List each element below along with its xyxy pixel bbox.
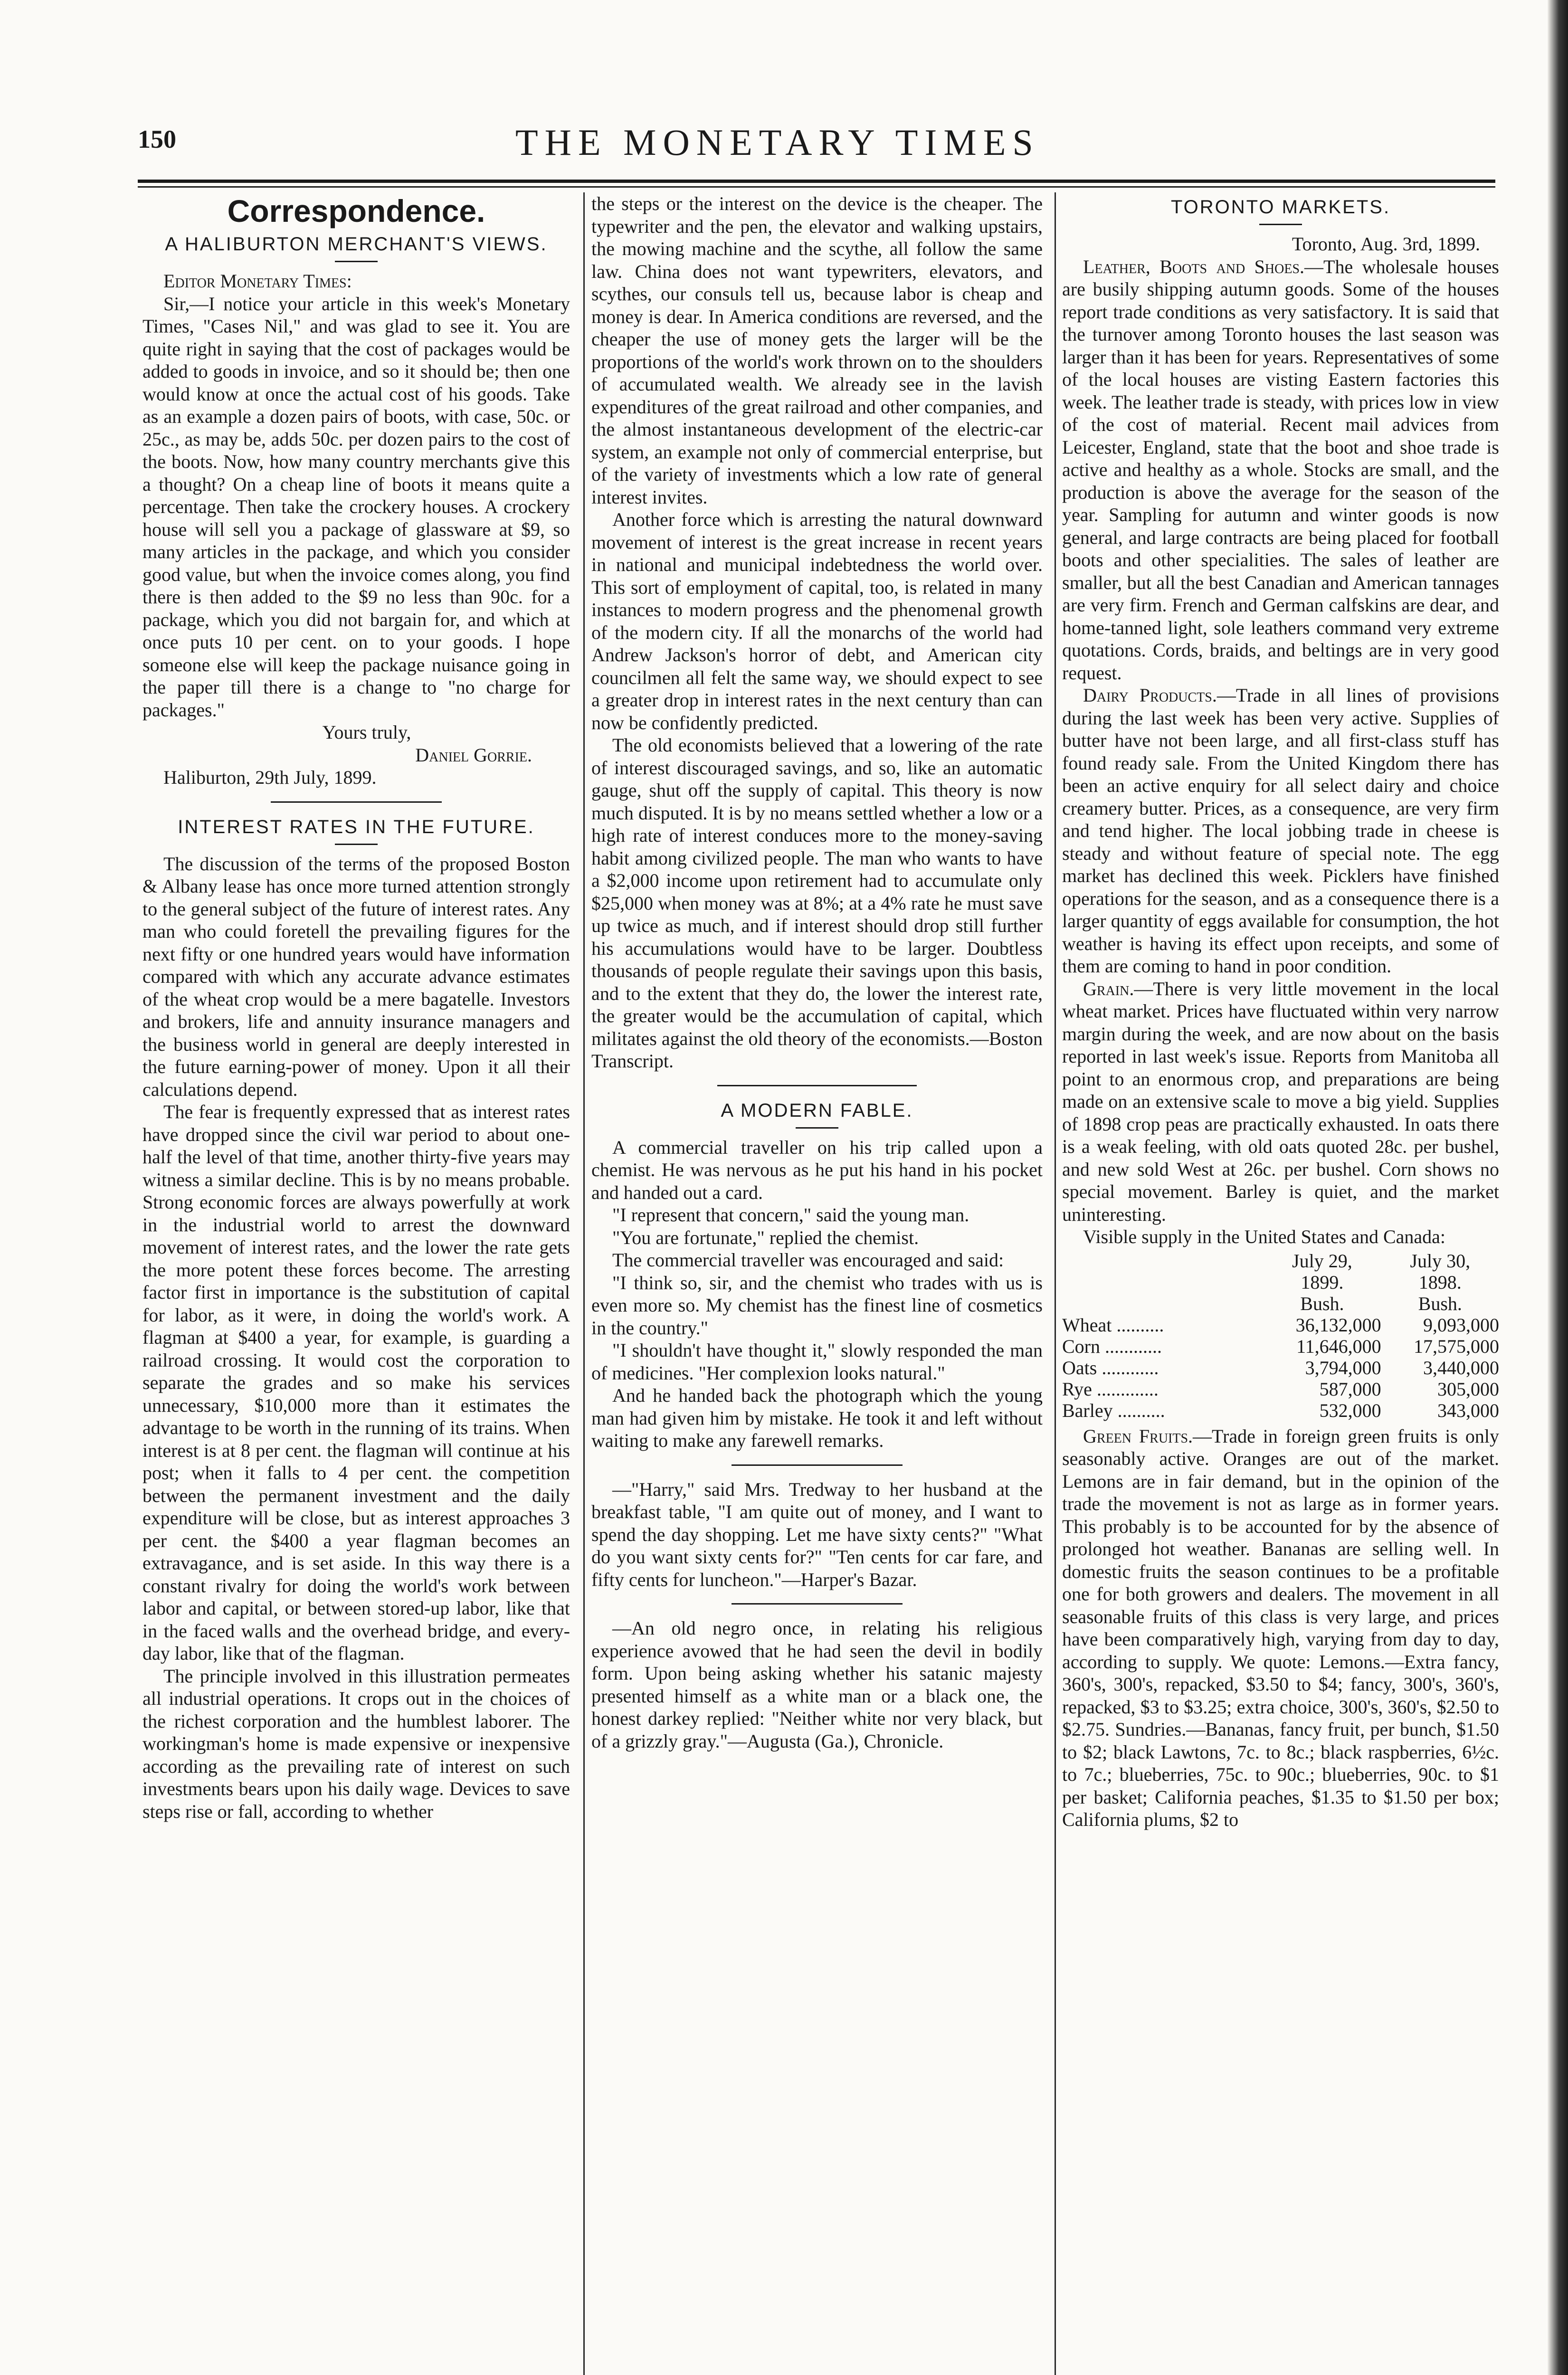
article-paragraph: The old economists believed that a lowering of the rate of interest discouraged savings, and so, like an automatic gauge, shut off the supply of capital. This theory is now much disputed. It is by no means settled whether a low or a high rate of interest conduces more to the money-saving habit among civilized people. The man who wants to have a $2,000 income upon retirement had to accumulate only $25,000 when money was at 8%; at a 4% rate he must save up twice as much, and if interest should drop still further his accumulations would have to be larger. Doubtless thousands of people regulate their savings upon this basis, and to the extent that they do, the lower the interest rate, the greater would be the accumulation of capital, which militates against the old theory of the economists.—Boston Transcript. (591, 734, 1043, 1072)
value-cell: 3,440,000 (1423, 1357, 1499, 1378)
header-rule-thin (138, 186, 1495, 188)
column-1 (143, 192, 570, 2375)
table-corner (1062, 1250, 1263, 1272)
leader-dots: ............ (1102, 1357, 1159, 1378)
supply-table (1062, 1250, 1499, 1421)
value-cell: 587,000 (1319, 1378, 1381, 1400)
grain-cell (1062, 1357, 1263, 1378)
grain-name: Oats (1062, 1357, 1097, 1378)
value-cell: 11,646,000 (1296, 1335, 1381, 1357)
article-paragraph: The fear is frequently expressed that as interest rates have dropped since the civil war period to about one-half the level of that time, another thirty-five years may witness a similar decline. This is by no means probable. Strong economic forces are always powerfully at work in the industrial world to arrest the downward movement of interest rates, and the lower the rate gets the more potent these forces become. The arresting factor first in importance is the substitution of capital for labor, as it were, in doing the world's work. A flagman at $400 a year, for example, is guarding a railroad crossing. It would cost the corporation to separate the grades and so make his services unnecessary, $10,000 more than it estimates the advantage to be worth in the running of its trains. When interest is at 8 per cent. the flagman will continue at his post; when it falls to 4 per cent. the competition between the permanent investment and the daily expenditure will be close, but as interest approaches 3 per cent. the $400 a year flagman becomes an extravagance, and is set aside. In this way there is a constant rivalry for doing the world's work between labor and capital, or between stored-up labor, like that in the faced walls and the overhead bridge, and every-day labor, like that of the flagman. (143, 1101, 570, 1664)
table-header-row (1062, 1293, 1499, 1314)
anecdote-paragraph: —"Harry," said Mrs. Tredway to her husband at the breakfast table, "I am quite out of money, and I want to spend the day shopping. Let me have sixty cents?" "What do you want sixty cents for?" "Ten cents for car fare, and fifty cents for luncheon."—Harper's Bazar. (591, 1478, 1043, 1590)
letter-place-date: Haliburton, 29th July, 1899. (163, 767, 377, 788)
table-row (1062, 1378, 1499, 1400)
letter-closing: Yours truly, (322, 722, 411, 743)
column-rule-2 (1055, 192, 1056, 2375)
value-cell: 9,093,000 (1423, 1314, 1499, 1336)
table-row (1062, 1336, 1499, 1357)
supply-intro: Visible supply in the United States and Canada: (1083, 1226, 1446, 1247)
leader-dots: .......... (1116, 1314, 1164, 1336)
title-dash (335, 261, 378, 262)
market-paragraph (1062, 978, 1499, 1226)
title-dash (1259, 224, 1302, 225)
editor-line: Editor Monetary Times: (163, 270, 352, 292)
value-cell: 3,794,000 (1305, 1357, 1381, 1378)
letter-signature: Daniel Gorrie. (415, 744, 532, 766)
page-number: 150 (138, 125, 176, 153)
grain-name: Corn (1062, 1335, 1100, 1357)
section-divider (717, 1085, 917, 1086)
section-heading: Correspondence. (227, 193, 485, 228)
leader-dots: ............ (1105, 1335, 1162, 1357)
article-paragraph: Another force which is arresting the natural downward movement of interest is the great increase in recent years in national and municipal indebtedness the world over. This sort of employment of capital, too, is related in many instances to modern progress and the phenomenal growth of the modern city. If all the monarchs of the world had Andrew Jackson's horror of debt, and American city councilmen all felt the same way, we should expect to see a greater drop in interest rates in the next century than can now be confidently predicted. (591, 509, 1043, 733)
table-row (1062, 1400, 1499, 1421)
column-3 (1062, 192, 1499, 2375)
market-text: —Trade in foreign green fruits is only seasonably active. Oranges are out of the market. Lemons are in fair demand, but in the opinion of the trade the movement is not as large as in former years. This probably is to be accounted for by the absence of prolonged hot weather. Bananas are selling well. In domestic fruits the season continues to be a profitable one for both growers and dealers. The movement in all seasonable fruits of this class is very large, and prices have been comparatively high, varying from day to day, according to supply. We quote: Lemons.—Extra fancy, 360's, 300's, repacked, $3.50 to $4; fancy, 300's, 360's, repacked, $3 to $3.25; extra choice, 300's, 360's, $2.50 to $2.75. Sundries.—Bananas, fancy fruit, per bunch, $1.50 to $2; black Lawtons, 7c. to 8c.; black raspberries, 6½c. to 7c.; blueberries, 75c. to 90c.; blueberries, 90c. to $1 per basket; California peaches, $1.35 to $1.50 per box; California plums, $2 to (1062, 1425, 1499, 1830)
market-paragraph (1062, 1425, 1499, 1831)
fable-paragraph: "You are fortunate," replied the chemist. (612, 1226, 919, 1248)
market-paragraph (1062, 256, 1499, 684)
dateline: Toronto, Aug. 3rd, 1899. (1292, 233, 1480, 255)
grain-cell (1062, 1378, 1263, 1400)
table-row (1062, 1357, 1499, 1378)
anecdote-paragraph: —An old negro once, in relating his religious experience avowed that he had seen the devil in bodily form. Upon being asking whether his satanic majesty presented himself as a white man or a black one, the honest darkey replied: "Neither white nor very black, but of a grizzly gray."—Augusta (Ga.), Chronicle. (591, 1617, 1043, 1752)
value-cell: 36,132,000 (1295, 1314, 1381, 1336)
column-rule-1 (583, 192, 585, 2375)
column-header: 1898. (1418, 1271, 1462, 1293)
article-paragraph: The discussion of the terms of the proposed Boston & Albany lease has once more turned attention strongly to the general subject of the future of interest rates. Any man who could foretell the prevailing figures for the next fifty or one hundred years would have information compared with which any accurate advance estimates of the wheat crop would be a mere bagatelle. Investors and brokers, life and annuity insurance managers and the business world in general are deeply interested in the future earning-power of money. Upon it all their calculations depend. (143, 853, 570, 1100)
market-label: Dairy Products. (1083, 684, 1217, 706)
column-header: 1899. (1301, 1271, 1344, 1293)
market-paragraph (1062, 684, 1499, 978)
fable-paragraph: And he handed back the photograph which the young man had given him by mistake. He took it and left without waiting to make any farewell remarks. (591, 1385, 1043, 1451)
grain-cell (1062, 1400, 1263, 1421)
leader-dots: .......... (1117, 1399, 1165, 1421)
section-divider (732, 1603, 903, 1605)
letter-text: Sir,—I notice your article in this week's Monetary Times, "Cases Nil," and was glad to see it. You are quite right in saying that the cost of packages would be added to goods in invoice, and so it should be; then one would know at once the actual cost of his goods. Take as an example a dozen pairs of boots, with case, 50c. or 25c., as may be, adds 50c. per dozen pairs to the cost of the boots. Now, how many country merchants give this a thought? On a cheap line of boots it means quite a percentage. Then take the crockery houses. A crockery house will sell you a package of glassware at $9, so many articles in the package, and which you consider good value, but when the invoice comes along, you find there is then added to the $9 no less than 90c. for a package, which you did not bargain for, and which at once puts 10 per cent. on to your goods. I hope someone else will keep the package nuisance going in the paper till there is a change to "no charge for packages." (143, 293, 570, 721)
market-label: Leather, Boots and Shoes. (1083, 256, 1305, 277)
grain-cell (1062, 1336, 1263, 1357)
market-text: —Trade in all lines of provisions during the last week has been very active. Supplies of butter have not been large, and all first-class stuff has found ready sale. From the United Kingdom there has been an active enquiry for all select dairy and choice creamery butter. Prices, as a consequence, are very firm and tend higher. The local jobbing trade in cheese is steady and without feature of special note. The egg market has declined this week. Picklers have finished operations for the season, and as a consequence there is a larger quantity of eggs available for consumption, the hot weather is having its effect upon receipts, and some of them are coming to hand in poor condition. (1062, 684, 1499, 977)
table-header-row (1062, 1272, 1499, 1293)
value-cell: 305,000 (1437, 1378, 1499, 1400)
market-text: —The wholesale houses are busily shipping autumn goods. Some of the houses report trade conditions as very satisfactory. It is said that the turnover among Toronto houses the last season was larger than it has been for years. Representatives of some of the local houses are visting Eastern factories this week. The leather trade is steady, with prices low in view of the cost of material. Recent mail advices from Leicester, England, state that the boot and shoe trade is active and healthy as a whole. Stocks are small, and the production is above the average for the season of the year. Sampling for autumn and winter goods is now general, and large contracts are being placed for football boots and other specialities. The sales of leather are smaller, but all the best Canadian and American tannages are very firm. French and German calfskins are dear, and home-tanned light, sole leathers command very extreme quotations. Cords, braids, and beltings are in very good request. (1062, 256, 1499, 684)
article-paragraph: The principle involved in this illustration permeates all industrial operations. It crops out in the choices of the richest corporation and the humblest laborer. The workingman's home is made expensive or inexpensive according as the prevailing rate of interest on such investments bears upon his daily wage. Devices to save steps rise or fall, according to whether (143, 1665, 570, 1822)
grain-cell (1062, 1314, 1263, 1336)
fable-paragraph: "I shouldn't have thought it," slowly responded the man of medicines. "Her complexion looks natural." (591, 1340, 1043, 1384)
markets-title: TORONTO MARKETS. (1170, 197, 1391, 218)
value-cell: 343,000 (1437, 1399, 1499, 1421)
market-label: Grain. (1083, 978, 1134, 999)
fable-paragraph: "I represent that concern," said the young man. (612, 1204, 969, 1226)
article-paragraph: the steps or the interest on the device is the cheaper. The typewriter and the pen, the elevator and walking upstairs, the mowing machine and the scythe, all follow the same law. China does not want typewriters, elevators, and scythes, our consuls tell us, because labor is cheap and money is dear. In America conditions are reversed, and the cheaper the use of money gets the larger will be the proportions of the world's work thrown on to the shoulders of accumulated wealth. We already see in the lavish expenditures of the great railroad and other companies, and the almost instantaneous development of the electric-car system, an example not only of commercial enterprise, but of the variety of investments which a low rate of general interest invites. (591, 193, 1043, 508)
grain-name: Wheat (1062, 1314, 1112, 1336)
fable-paragraph: "I think so, sir, and the chemist who trades with us is even more so. My chemist has the finest line of cosmetics in the country." (591, 1272, 1043, 1339)
market-text: —There is very little movement in the local wheat market. Prices have fluctuated within very narrow margin during the week, and are now about on the basis reported in last week's issue. Reports from Manitoba all point to an enormous crop, and preparations are being made on an extensive scale to move a big yield. Supplies of 1898 crop peas are practically exhausted. In oats there is a weak feeling, with old oats quoted 28c. per bushel, and new sold West at 26c. per bushel. Corn shows no special movement. Barley is quiet, and the market uninteresting. (1062, 978, 1499, 1225)
value-cell: 532,000 (1319, 1399, 1381, 1421)
section-divider (271, 801, 442, 803)
table-row (1062, 1314, 1499, 1336)
table-header-row (1062, 1250, 1499, 1272)
column-2 (591, 192, 1043, 2375)
table-corner (1062, 1272, 1263, 1293)
table-corner (1062, 1293, 1263, 1314)
article-title: A MODERN FABLE. (721, 1100, 913, 1121)
column-header: Bush. (1300, 1292, 1344, 1314)
article-title: INTEREST RATES IN THE FUTURE. (178, 816, 535, 837)
masthead: THE MONETARY TIMES (515, 122, 1040, 163)
fable-paragraph: A commercial traveller on his trip called upon a chemist. He was nervous as he put his hand in his pocket and handed out a card. (591, 1136, 1043, 1203)
fable-paragraph: The commercial traveller was encouraged and said: (612, 1249, 1004, 1271)
header-rule (138, 180, 1495, 183)
grain-name: Barley (1062, 1399, 1113, 1421)
letter-title: A HALIBURTON MERCHANT'S VIEWS. (165, 234, 548, 255)
leader-dots: ............. (1096, 1378, 1159, 1400)
column-header: July 30, (1410, 1250, 1471, 1272)
title-dash (796, 1127, 838, 1129)
grain-name: Rye (1062, 1378, 1092, 1400)
section-divider (732, 1464, 903, 1466)
market-label: Green Fruits. (1083, 1425, 1193, 1447)
title-dash (335, 844, 378, 845)
value-cell: 17,575,000 (1414, 1335, 1499, 1357)
page-edge-shadow (1548, 0, 1568, 2375)
column-header: Bush. (1418, 1292, 1462, 1314)
column-header: July 29, (1292, 1250, 1352, 1272)
